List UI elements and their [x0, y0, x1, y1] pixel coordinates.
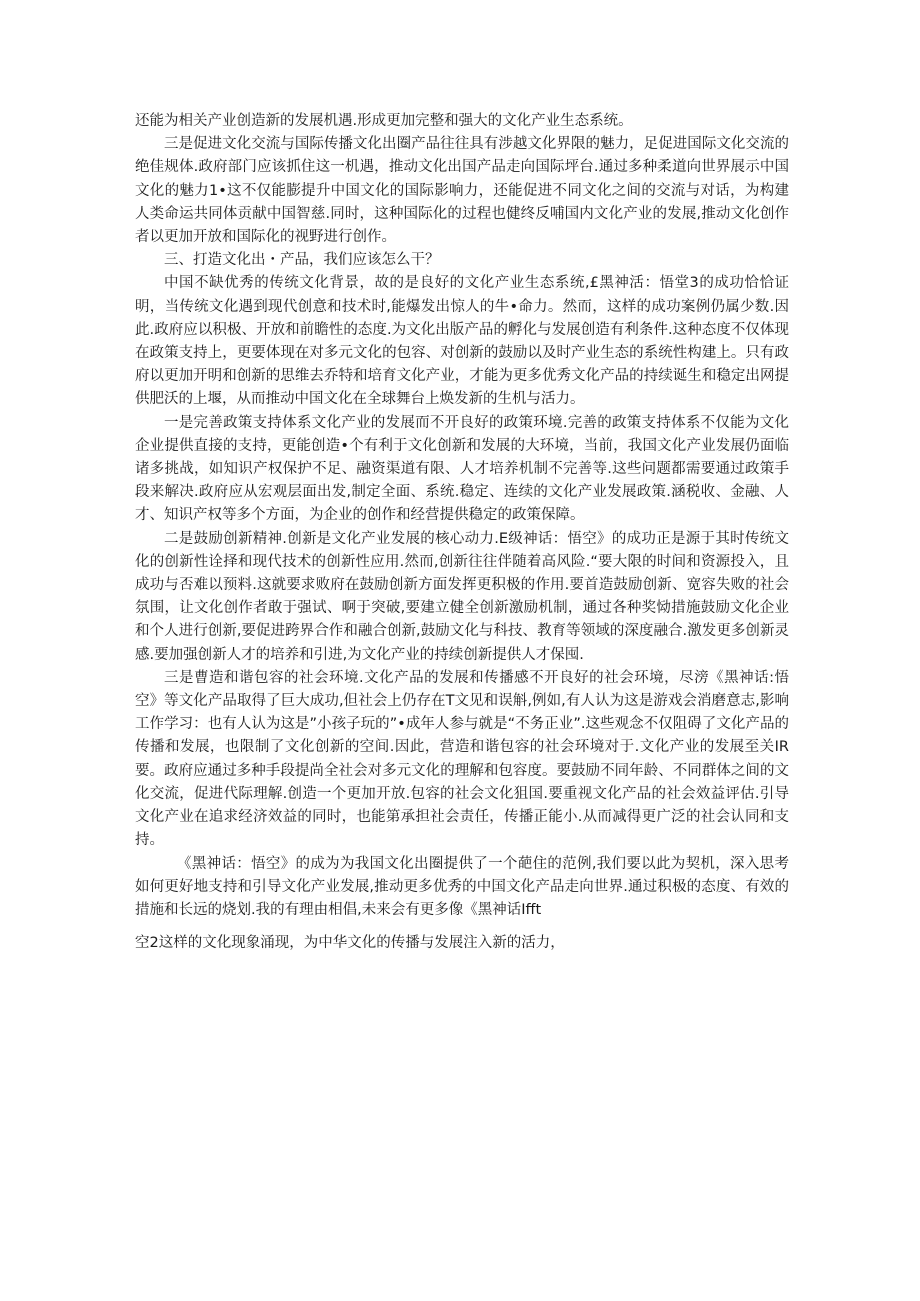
paragraph-policy-support: 一是完善政策支持体系文化产业的发展而不开良好的政策环境.完善的政策支持体系不仅能为文化企业提供直接的支持，更能创造•个有利于文化创新和发展的大环境，当前，我国文化产业发展仍面临诸多挑战，如知识产权保护不足、融资渠道有限、人才培养机制不完善等.这些问题都需要通过政策手段来解决.政府应从宏观层面出发,制定全面、系统.稳定、连续的文化产业发展政策.涵税收、金融、人才、知识产权等多个方面，为企业的创作和经营提供稳定的政策保障。: [135, 414, 789, 524]
closing-line: 空2这样的文化现象涌现，为中华文化的传播与发展注入新的活力，: [135, 935, 565, 952]
section-heading: 三、打造文化出・产品，我们应该怎么干？: [164, 252, 440, 269]
paragraph-conclusion: 《黑神话：悟空》的成为为我国文化出圈提供了一个葩住的范例,我们要以此为契机，深入思考如何更好地支持和引导文化产业发展,推动更多优秀的中国文化产品走向世界.通过积极的态度、有效的措施和长远的烧划.我的有理由相倡,未来会有更多像《黑神话Ifft: [135, 855, 789, 918]
paragraph-continuation: 还能为相关产业创造新的发展机遇.形成更加完整和强大的文化产业生态系统。: [135, 113, 633, 129]
paragraph-social-environment: 三是曹造和谐包容的社会环境.文化产品的发展和传播感不开良好的社会环境，尽滂《黑神话:悟空》等文化产品取得了巨大成功,但社会上仍存在T文见和误斛,例如,有人认为这是游戏会消磨意志,影响工作学习：也有人认为这是”小孩子玩的”•成年人参与就是“不务正业”.这些观念不仅阻碍了文化产品的传播和发展，也限制了文化创新的空间.因此，营造和谐包容的社会环境对于.文化产业的发展至关IR要。政府应通过多种手段提尚全社会对多元文化的理解和包容度。要鼓励不同年龄、不同群体之间的文化交流，促进代际理解.创造一个更加开放.包容的社会文化狙国.要重视文化产品的社会效益评估.引导文化产业在追求经济效益的同时，也能第承担社会责任，传播正能小.从而减得更广泛的社会认同和支持。: [135, 669, 789, 849]
paragraph-cultural-exchange: 三是促进文化交流与国际传播文化出圈产品往往具有涉越文化界限的魅力，足促进国际文化交流的绝佳规体.政府部门应该抓住这一机遇，推动文化出国产品走向国际坪台.通过多种柔道向世界展示中国文化的魅力1•这不仅能膨提升中国文化的国际影响力，还能促进不同文化之间的交流与对话，为构建人类命运共同体贡献中国智慈.同时，这种国际化的过程也健终反哺国内文化产业的发展,推动文化创作者以更加开放和国际化的视野进行创作。: [135, 136, 789, 246]
document-body: [135, 110, 789, 955]
paragraph-ecosystem: 中国不缺优秀的传统文化背景，故的是良好的文化产业生态系统,£黑神活：悟堂3的成功恰恰证明，当传统文化遇到现代创意和技术时,能爆发出惊人的牛•命力。然而，这样的成功案例仍属少数.因此.政府应以积极、开放和前瞻性的态度.为文化出版产品的孵化与发展创造有利条件.这种态度不仅体现在政策支持上，更要体现在对多元文化的包容、对创新的鼓励以及时产业生态的系统性构建上。只有政府以更加开明和创新的思维去乔特和培育文化产业，才能为更多优秀文化产品的持续诞生和稳定出网提供肥沃的上堰，从而推动中国文化在全球舞台上焕发新的生机与活力。: [135, 275, 789, 408]
paragraph-innovation: 二是鼓励创新精神.创新是文化产业发展的核心动力.E级神话：悟空》的成功正是源于其时传统文化的创新性诠择和现代技术的创新性应用.然而,创新往往伴随着高风险.“要大限的时间和资源投入，且成功与否难以预料.这就要求败府在鼓励创新方面发挥更积极的作用.要首造鼓励创新、宽容失败的社会氛围，让文化创作者敢于强试、啊于突破,要建立健全创新激励机制，通过各种奖恸措施鼓励文化企业和个人进行创新,要促进跨界合作和融合创新,鼓励文化与科技、教育等领域的深度融合.激发更多创新灵感.要加强创新人才的培养和引进,为文化产业的持续创新提供人才保囤.: [135, 530, 789, 663]
